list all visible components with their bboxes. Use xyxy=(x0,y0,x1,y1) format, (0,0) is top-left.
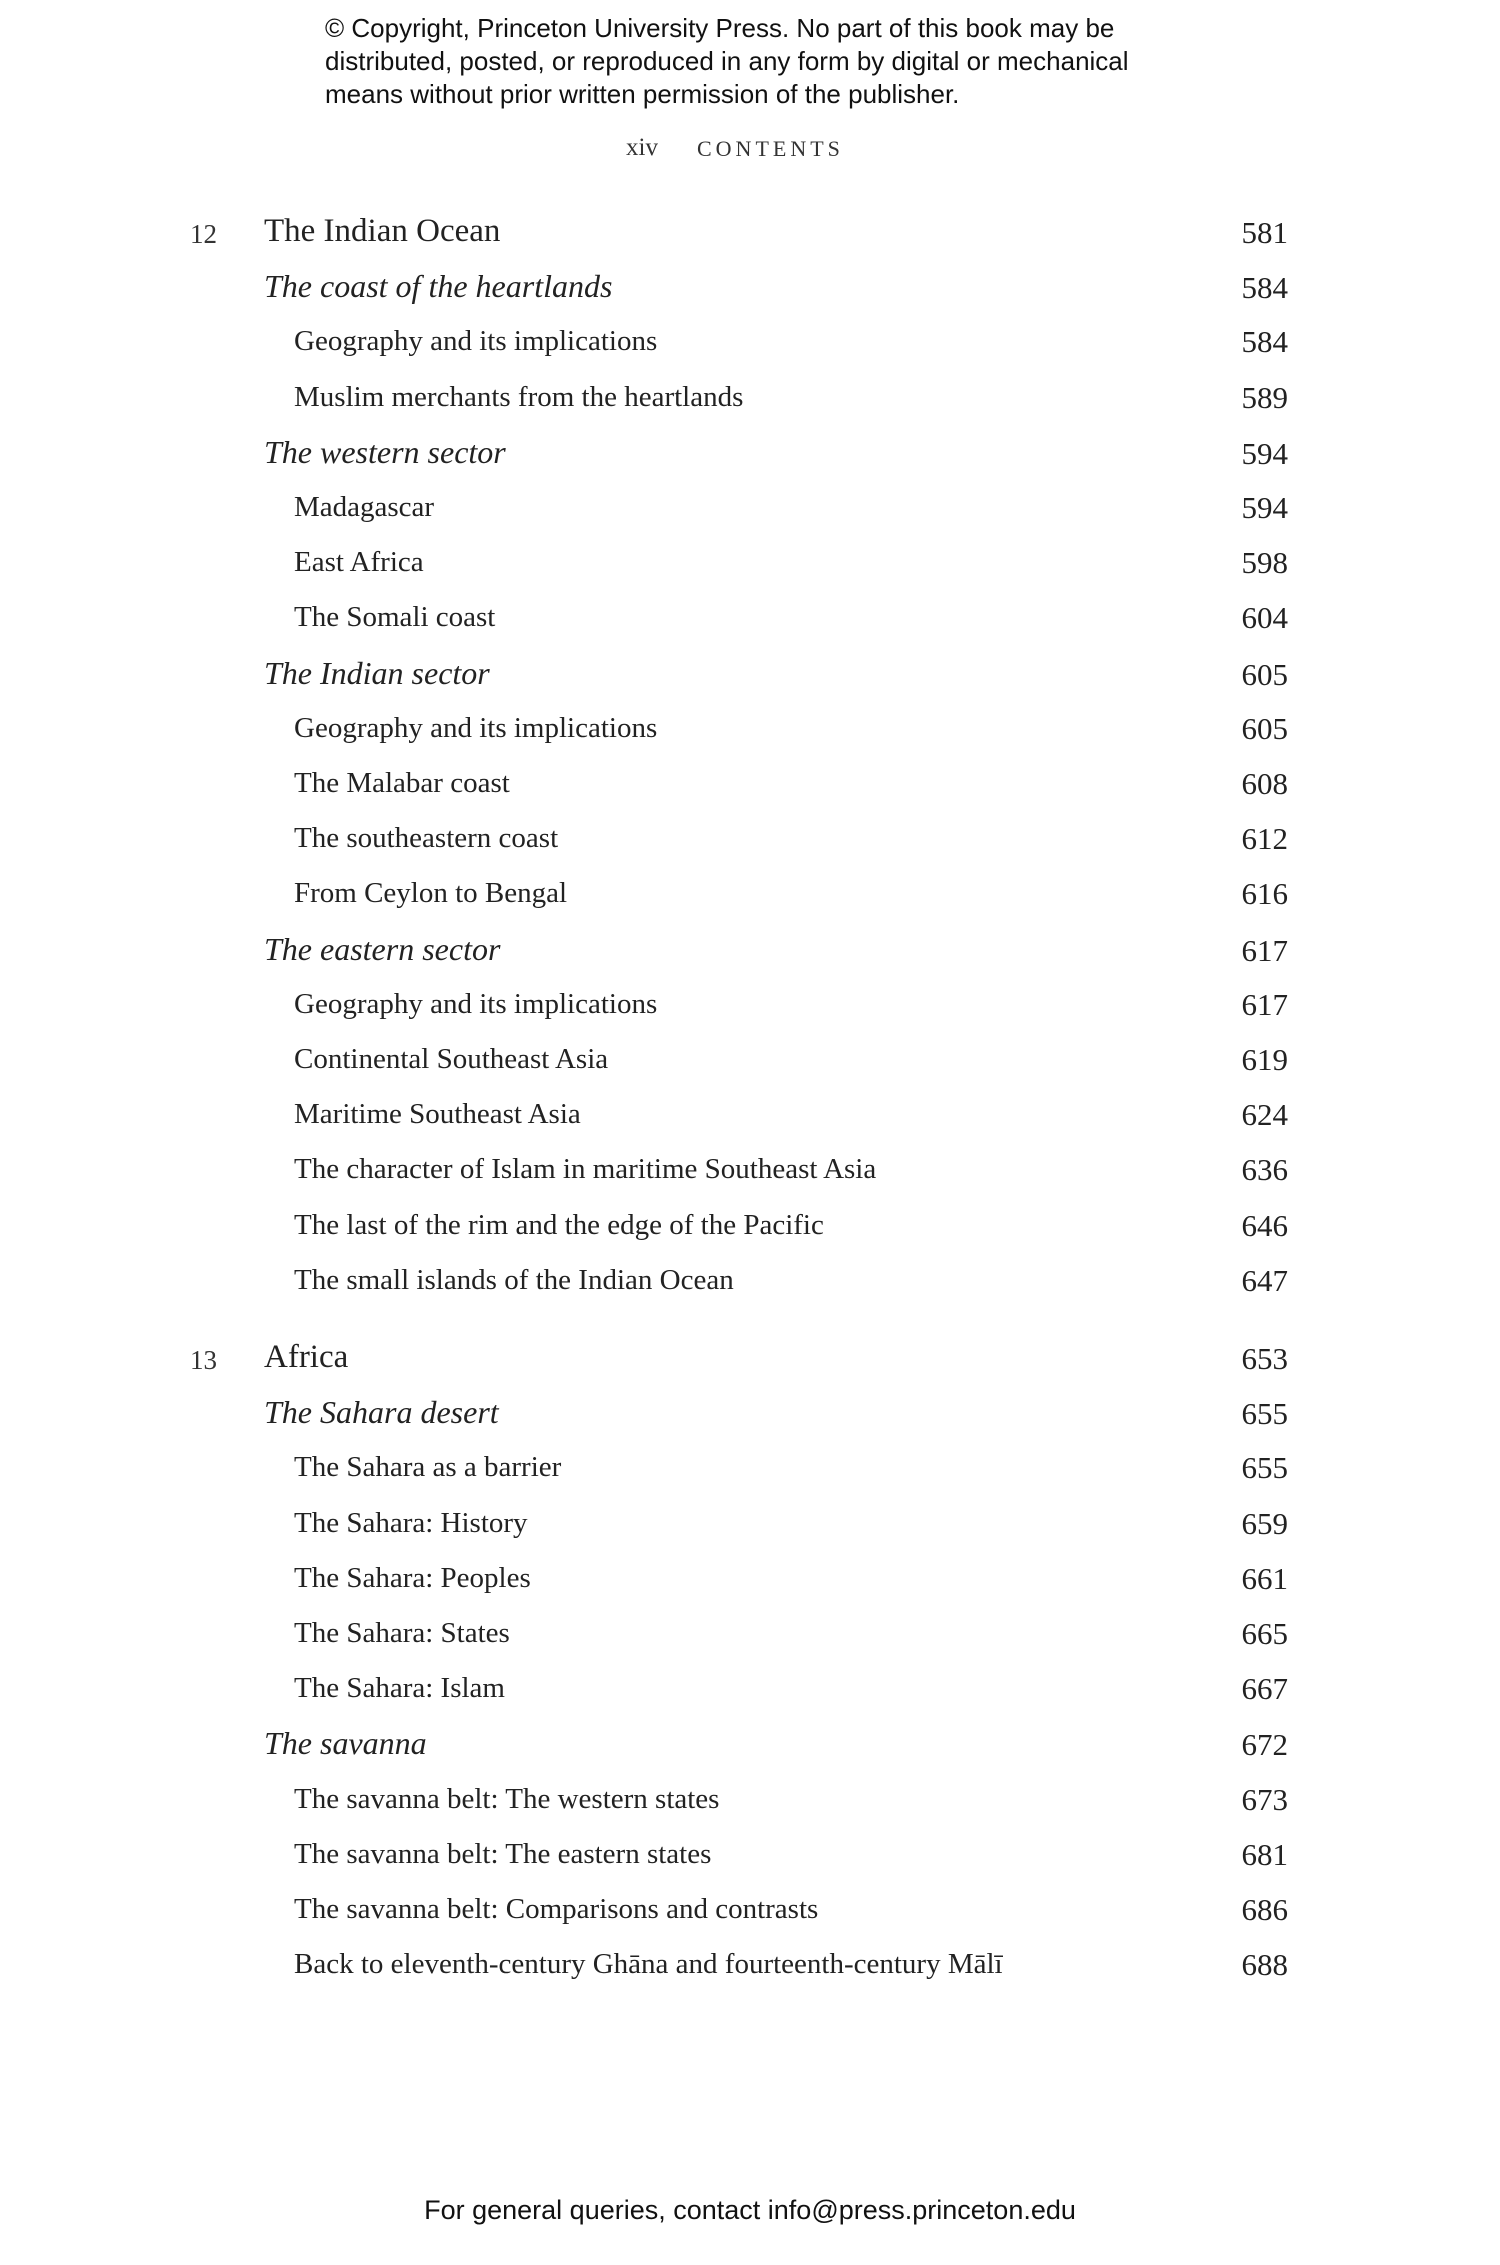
toc-entry-section xyxy=(0,1725,1500,1765)
chapter-number: 13 xyxy=(190,1345,217,1375)
toc-page-number: 653 xyxy=(1241,1341,1288,1376)
copyright-line: distributed, posted, or reproduced in any form by digital or mechanical xyxy=(325,46,1129,76)
toc-entry-title: Back to eleventh-century Ghāna and fourteenth-century Mālī xyxy=(294,1948,1003,1980)
toc-page-number: 688 xyxy=(1241,1947,1288,1982)
toc-page-number: 659 xyxy=(1241,1506,1288,1541)
toc-entry-sub xyxy=(0,599,1500,639)
toc-page-number: 655 xyxy=(1241,1450,1288,1485)
toc-entry-title: The southeastern coast xyxy=(294,822,559,854)
page-folio: xiv xyxy=(626,134,658,161)
toc-entry-sub xyxy=(0,765,1500,805)
toc-entry-sub xyxy=(0,1262,1500,1302)
toc-entry-title: Geography and its implications xyxy=(294,712,658,744)
toc-page-number: 672 xyxy=(1241,1727,1288,1762)
toc-page-number: 589 xyxy=(1241,380,1288,415)
toc-entry-sub xyxy=(0,1670,1500,1710)
toc-entry-title: The savanna belt: Comparisons and contrasts xyxy=(294,1893,819,1925)
toc-entry-section xyxy=(0,655,1500,695)
toc-entry-title: From Ceylon to Bengal xyxy=(294,877,568,909)
toc-entry-sub xyxy=(0,1449,1500,1489)
toc-page-number: 594 xyxy=(1241,490,1288,525)
toc-entry-title: The savanna belt: The western states xyxy=(294,1783,720,1815)
toc-page-number: 617 xyxy=(1241,933,1288,968)
toc-page-number: 655 xyxy=(1241,1396,1288,1431)
toc-entry-title: Continental Southeast Asia xyxy=(294,1043,609,1075)
toc-page-number: 667 xyxy=(1241,1671,1288,1706)
toc-page-number: 624 xyxy=(1241,1097,1288,1132)
toc-entry-title: The Malabar coast xyxy=(294,767,510,799)
toc-entry-title: Muslim merchants from the heartlands xyxy=(294,381,744,413)
toc-page-number: 594 xyxy=(1241,436,1288,471)
toc-page-number: 605 xyxy=(1241,657,1288,692)
toc-page-number: 584 xyxy=(1241,270,1288,305)
toc-entry-sub xyxy=(0,986,1500,1026)
toc-page-number: 617 xyxy=(1241,987,1288,1022)
toc-entry-title: The Sahara: States xyxy=(294,1617,510,1649)
toc-entry-sub xyxy=(0,1505,1500,1545)
toc-entry-title: The western sector xyxy=(264,434,506,470)
toc-entry-title: Africa xyxy=(264,1339,349,1375)
toc-entry-sub xyxy=(0,1615,1500,1655)
toc-entry-title: The small islands of the Indian Ocean xyxy=(294,1264,734,1296)
toc-entry-title: The Sahara desert xyxy=(264,1394,499,1430)
toc-entry-sub xyxy=(0,1781,1500,1821)
toc-entry-sub xyxy=(0,875,1500,915)
toc-entry-sub xyxy=(0,1207,1500,1247)
toc-entry-title: Geography and its implications xyxy=(294,988,658,1020)
toc-entry-title: The savanna xyxy=(264,1725,427,1761)
toc-page-number: 636 xyxy=(1241,1152,1288,1187)
toc-entry-title: The Sahara as a barrier xyxy=(294,1451,562,1483)
toc-page-number: 661 xyxy=(1241,1561,1288,1596)
toc-entry-sub xyxy=(0,323,1500,363)
toc-entry-title: The character of Islam in maritime Southeast Asia xyxy=(294,1153,877,1185)
toc-page-number: 605 xyxy=(1241,711,1288,746)
toc-page-number: 616 xyxy=(1241,876,1288,911)
toc-page-number: 604 xyxy=(1241,600,1288,635)
toc-entry-sub xyxy=(0,1560,1500,1600)
toc-entry-section xyxy=(0,1394,1500,1434)
toc-entry-title: The Sahara: Peoples xyxy=(294,1562,531,1594)
toc-entry-sub xyxy=(0,1946,1500,1986)
toc-entry-section xyxy=(0,434,1500,474)
toc-entry-sub xyxy=(0,820,1500,860)
toc-entry-title: The Somali coast xyxy=(294,601,496,633)
toc-page-number: 681 xyxy=(1241,1837,1288,1872)
toc-page-number: 646 xyxy=(1241,1208,1288,1243)
toc-entry-title: The Sahara: Islam xyxy=(294,1672,505,1704)
copyright-line: means without prior written permission of the publisher. xyxy=(325,79,960,109)
chapter-number: 12 xyxy=(190,219,217,249)
toc-page-number: 665 xyxy=(1241,1616,1288,1651)
toc-page-number: 608 xyxy=(1241,766,1288,801)
toc-page-number: 584 xyxy=(1241,324,1288,359)
toc-entry-title: The Indian Ocean xyxy=(264,213,501,249)
toc-page-number: 619 xyxy=(1241,1042,1288,1077)
toc-entry-chapter xyxy=(0,1339,1500,1379)
toc-entry-sub xyxy=(0,544,1500,584)
toc-entry-title: The savanna belt: The eastern states xyxy=(294,1838,712,1870)
toc-page-number: 612 xyxy=(1241,821,1288,856)
toc-entry-title: The coast of the heartlands xyxy=(264,268,613,304)
toc-entry-title: The last of the rim and the edge of the Pacific xyxy=(294,1209,824,1241)
toc-entry-title: Maritime Southeast Asia xyxy=(294,1098,581,1130)
copyright-line: © Copyright, Princeton University Press. No part of this book may be xyxy=(325,13,1115,43)
toc-page-number: 647 xyxy=(1241,1263,1288,1298)
toc-entry-title: East Africa xyxy=(294,546,424,578)
toc-entry-section xyxy=(0,931,1500,971)
toc-page-number: 598 xyxy=(1241,545,1288,580)
footer-contact: For general queries, contact info@press.princeton.edu xyxy=(424,2195,1076,2225)
toc-entry-title: The Sahara: History xyxy=(294,1507,528,1539)
copyright-notice xyxy=(325,12,1225,111)
toc-page-number: 673 xyxy=(1241,1782,1288,1817)
toc-entry-sub xyxy=(0,1891,1500,1931)
toc-entry-title: Geography and its implications xyxy=(294,325,658,357)
toc-entry-sub xyxy=(0,710,1500,750)
toc-entry-section xyxy=(0,268,1500,308)
toc-entry-sub xyxy=(0,489,1500,529)
running-head-title: CONTENTS xyxy=(697,136,844,161)
toc-entry-sub xyxy=(0,1151,1500,1191)
toc-entry-sub xyxy=(0,1836,1500,1876)
toc-entry-title: Madagascar xyxy=(294,491,435,523)
toc-page-number: 581 xyxy=(1241,215,1288,250)
toc-entry-sub xyxy=(0,379,1500,419)
toc-page-number: 686 xyxy=(1241,1892,1288,1927)
toc-entry-title: The Indian sector xyxy=(264,655,490,691)
toc-entry-sub xyxy=(0,1096,1500,1136)
toc-entry-sub xyxy=(0,1041,1500,1081)
toc-entry-chapter xyxy=(0,213,1500,253)
toc-entry-title: The eastern sector xyxy=(264,931,501,967)
